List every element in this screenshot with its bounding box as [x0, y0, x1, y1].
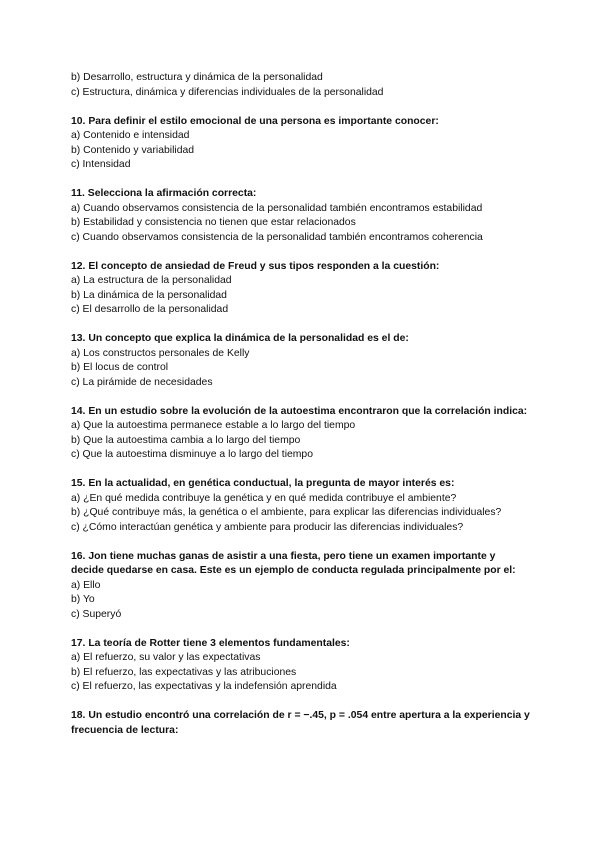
option-a: a) Los constructos personales de Kelly: [71, 347, 250, 359]
question-16: [71, 550, 531, 623]
option-a: a) La estructura de la personalidad: [71, 275, 232, 286]
option-a: a) Que la autoestima permanece estable a lo largo del tiempo: [71, 420, 356, 431]
option-a: a) Cuando observamos consistencia de la personalidad también encontramos estabilidad: [71, 202, 483, 214]
question-stem: 13. Un concepto que explica la dinámica de la personalidad es el de:: [71, 333, 409, 344]
question-stem: 10. Para definir el estilo emocional de una persona es importante conocer:: [71, 115, 439, 127]
question-stem: 17. La teoría de Rotter tiene 3 elementos fundamentales:: [71, 637, 350, 649]
question-15: [71, 477, 531, 535]
question-11: [71, 187, 531, 245]
question-18: [71, 709, 531, 738]
option-b: b) Que la autoestima cambia a lo largo del tiempo: [71, 434, 301, 446]
question-12: [71, 260, 531, 318]
option-c: c) La pirámide de necesidades: [71, 376, 213, 388]
option-b: b) El refuerzo, las expectativas y las atribuciones: [71, 666, 297, 678]
option-a: a) Ello: [71, 579, 101, 591]
option-b: b) El locus de control: [71, 362, 169, 373]
option-a: a) El refuerzo, su valor y las expectativas: [71, 652, 261, 663]
option-b: b) Contenido y variabilidad: [71, 144, 195, 156]
option-c: c) Estructura, dinámica y diferencias individuales de la personalidad: [71, 86, 384, 98]
option-c: c) Que la autoestima disminuye a lo largo del tiempo: [71, 449, 313, 460]
question-stem: 18. Un estudio encontró una correlación de r = −.45, p = .054 entre apertura a la experiencia y frecuencia de lectura:: [71, 710, 530, 736]
option-c: c) Cuando observamos consistencia de la personalidad también encontramos coherencia: [71, 231, 483, 243]
option-c: c) Superyó: [71, 608, 122, 620]
question-17: [71, 637, 531, 695]
option-c: c) ¿Cómo interactúan genética y ambiente para producir las diferencias individuales?: [71, 521, 464, 533]
question-13: [71, 332, 531, 390]
option-c: c) El desarrollo de la personalidad: [71, 304, 229, 315]
question-stem: 11. Selecciona la afirmación correcta:: [71, 188, 257, 199]
question-stem: 12. El concepto de ansiedad de Freud y sus tipos responden a la cuestión:: [71, 260, 440, 272]
option-b: b) Estabilidad y consistencia no tienen que estar relacionados: [71, 217, 356, 228]
question-14: [71, 405, 531, 463]
option-b: b) ¿Qué contribuye más, la genética o el ambiente, para explicar las diferencias individuales?: [71, 507, 502, 518]
question-stem: 15. En la actualidad, en genética conductual, la pregunta de mayor interés es:: [71, 478, 455, 489]
option-c: c) El refuerzo, las expectativas y la indefensión aprendida: [71, 681, 337, 692]
question-stem: 16. Jon tiene muchas ganas de asistir a una fiesta, pero tiene un examen importante y decide quedarse en casa. Este es un ejemplo de conducta regulada principalmente por el:: [71, 550, 516, 576]
document-page: [71, 71, 531, 738]
option-a: a) Contenido e intensidad: [71, 130, 190, 141]
option-b: b) Desarrollo, estructura y dinámica de la personalidad: [71, 72, 323, 83]
question-stem: 14. En un estudio sobre la evolución de la autoestima encontraron que la correlación indica:: [71, 405, 528, 417]
option-c: c) Intensidad: [71, 159, 131, 170]
previous-question-options: [71, 71, 531, 100]
option-b: b) La dinámica de la personalidad: [71, 289, 227, 301]
option-a: a) ¿En qué medida contribuye la genética y en qué medida contribuye el ambiente?: [71, 492, 457, 504]
option-b: b) Yo: [71, 594, 95, 605]
question-10: [71, 115, 531, 173]
